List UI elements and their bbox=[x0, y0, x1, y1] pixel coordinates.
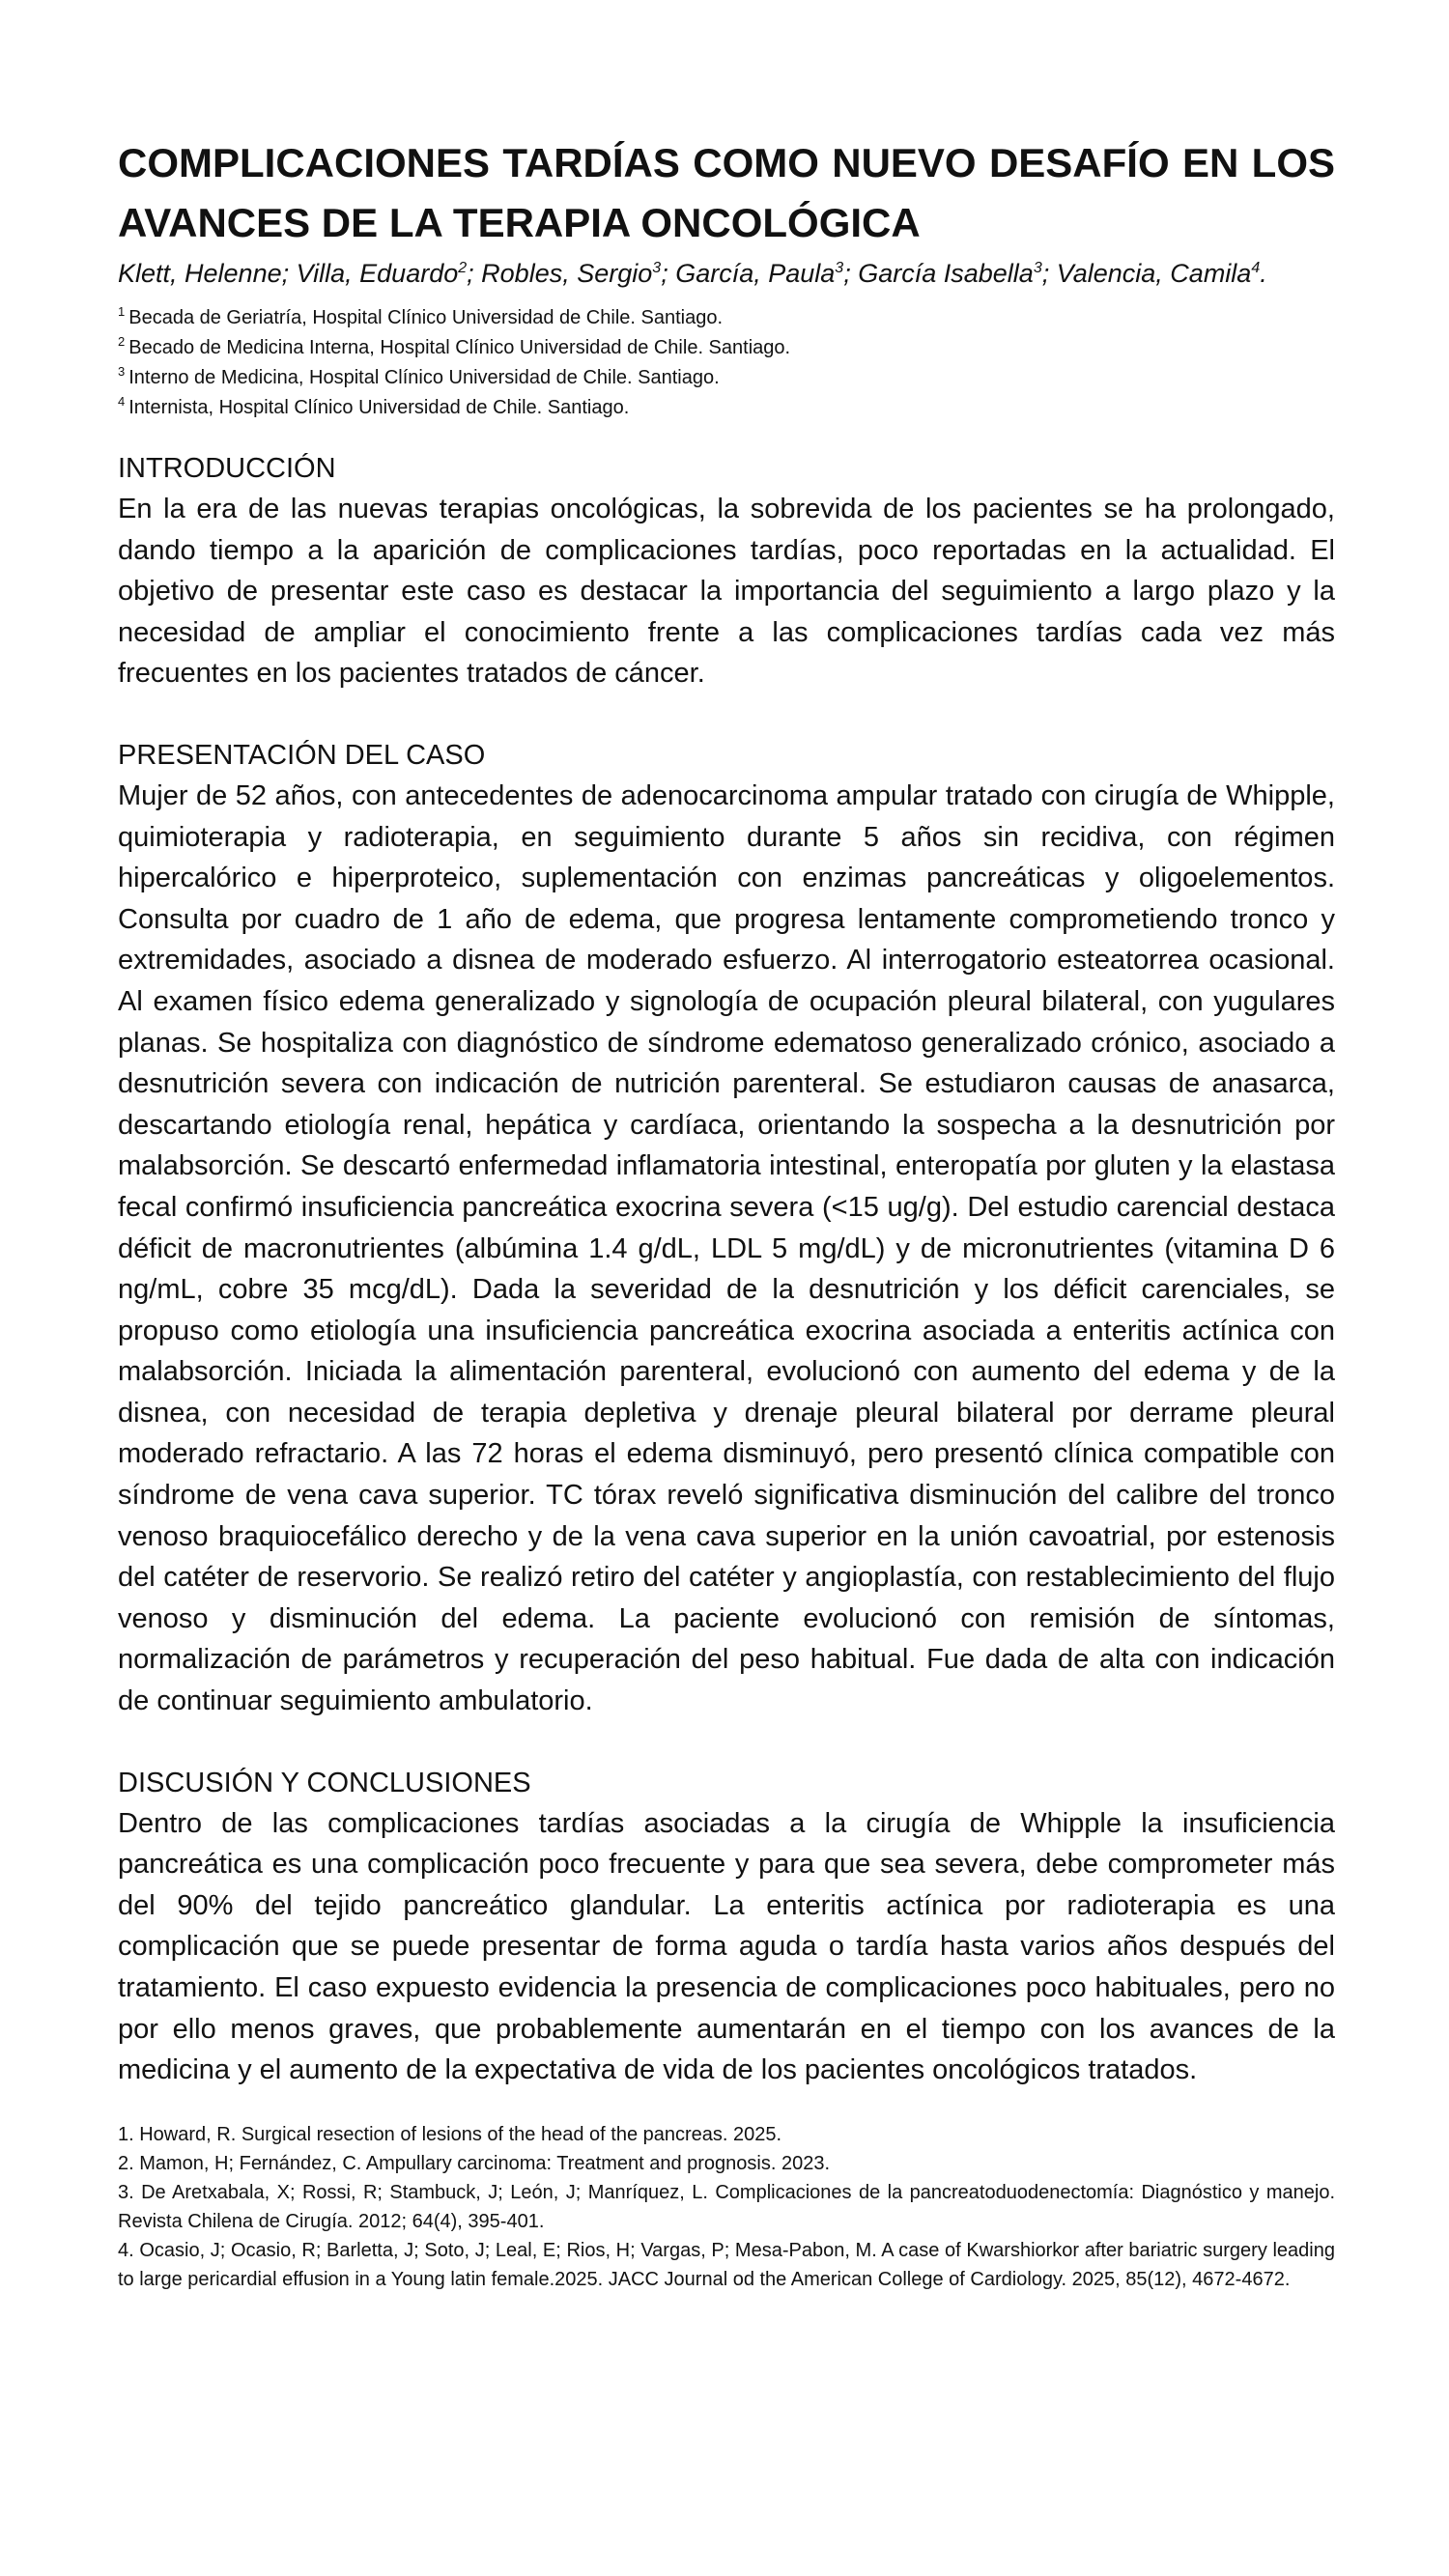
author: Klett, Helenne; bbox=[118, 259, 297, 288]
author-list bbox=[118, 255, 1335, 292]
author: García Isabella$^3$; bbox=[858, 259, 1057, 288]
section-body: Dentro de las complicaciones tardías asociadas a la cirugía de Whipple la insuficiencia pancreática es una complicación poco frecuente y para que sea severa, debe comprometer más del 90% del tejido pancreático glandular. La enteritis actínica por radioterapia es una complicación que se puede presentar de forma aguda o tardía hasta varios años después del tratamiento. El caso expuesto evidencia la presencia de complicaciones poco habituales, pero no por ello menos graves, que probablemente aumentarán en el tiempo con los avances de la medicina y el aumento de la expectativa de vida de los pacientes oncológicos tratados. bbox=[118, 1807, 1335, 2086]
section-body: Mujer de 52 años, con antecedentes de adenocarcinoma ampular tratado con cirugía de Whipple, quimioterapia y radioterapia, en seguimiento durante 5 años sin recidiva, con régimen hipercalórico e hiperproteico, suplementación con enzimas pancreáticas y oligoelementos. Consulta por cuadro de 1 año de edema, que progresa lentamente comprometiendo tronco y extremidades, asociado a disnea de moderado esfuerzo. Al interrogatorio esteatorrea ocasional. Al examen físico edema generalizado y signología de ocupación pleural bilateral, con yugulares planas. Se hospitaliza con diagnóstico de síndrome edematoso generalizado crónico, asociado a desnutrición severa con indicación de nutrición parenteral. Se estudiaron causas de anasarca, descartando etiología renal, hepática y cardíaca, orientando la sospecha a la desnutrición por malabsorción. Se descartó enfermedad inflamatoria intestinal, enteropatía por gluten y la elastasa fecal confirmó insuficiencia pancreática exocrina severa (<15 ug/g). Del estudio carencial destaca déficit de macronutrientes (albúmina 1.4 g/dL, LDL 5 mg/dL) y de micronutrientes (vitamina D 6 ng/mL, cobre 35 mcg/dL). Dada la severidad de la desnutrición y los déficit carenciales, se propuso como etiología una insuficiencia pancreática exocrina asociada a enteritis actínica con malabsorción. Iniciada la alimentación parenteral, evolucionó con aumento del edema y de la disnea, con necesidad de terapia depletiva y drenaje pleural bilateral por derrame pleural moderado refractario. A las 72 horas el edema disminuyó, pero presentó clínica compatible con síndrome de vena cava superior. TC tórax reveló significativa disminución del calibre del tronco venoso braquiocefálico derecho y de la vena cava superior en la unión cavoatrial, por estenosis del catéter de reservorio. Se realizó retiro del catéter y angioplastía, con restablecimiento del flujo venoso y disminución del edema. La paciente evolucionó con remisión de síntomas, normalización de parámetros y recuperación del peso habitual. Fue dada de alta con indicación de continuar seguimiento ambulatorio. bbox=[118, 779, 1335, 1717]
affiliation: $^1$ Becada de Geriatría, Hospital Clínico Universidad de Chile. Santiago. bbox=[118, 304, 724, 328]
affiliation: $^4$ Internista, Hospital Clínico Universidad de Chile. Santiago. bbox=[118, 394, 630, 418]
author: Robles, Sergio$^3$; bbox=[481, 259, 676, 288]
section-heading: DISCUSIÓN Y CONCLUSIONES bbox=[118, 1767, 531, 1798]
section-case-presentation bbox=[118, 735, 1335, 1722]
affiliation: $^2$ Becado de Medicina Interna, Hospital Clínico Universidad de Chile. Santiago. bbox=[118, 334, 791, 358]
section-body: En la era de las nuevas terapias oncológicas, la sobrevida de los pacientes se ha prolongado, dando tiempo a la aparición de complicaciones tardías, poco reportadas en la actualidad. El objetivo de presentar este caso es destacar la importancia del seguimiento a largo plazo y la necesidad de ampliar el conocimiento frente a las complicaciones tardías cada vez más frecuentes en los pacientes tratados de cáncer. bbox=[118, 494, 1335, 690]
author: García, Paula$^3$; bbox=[675, 259, 859, 288]
reference-item: 4. Ocasio, J; Ocasio, R; Barletta, J; Soto, J; Leal, E; Rios, H; Vargas, P; Mesa-Pabon, M. A case of Kwarshiorkor after bariatric surgery leading to large pericardial effusion in a Young latin female.2025. JACC Journal od the American College of Cardiology. 2025, 85(12), 4672-4672. bbox=[118, 2239, 1335, 2290]
author: Villa, Eduardo$^2$; bbox=[296, 259, 482, 288]
reference-item: 2. Mamon, H; Fernández, C. Ampullary carcinoma: Treatment and prognosis. 2023. bbox=[118, 2152, 831, 2174]
paper-page bbox=[118, 133, 1335, 2294]
section-introduction bbox=[118, 448, 1335, 694]
reference-item: 3. De Aretxabala, X; Rossi, R; Stambuck, J; León, J; Manríquez, L. Complicaciones de la pancreatoduodenectomía: Diagnóstico y manejo. Revista Chilena de Cirugía. 2012; 64(4), 395-401. bbox=[118, 2181, 1335, 2232]
section-discussion bbox=[118, 1763, 1335, 2091]
reference-item: 1. Howard, R. Surgical resection of lesions of the head of the pancreas. 2025. bbox=[118, 2123, 782, 2145]
section-heading: INTRODUCCIÓN bbox=[118, 453, 336, 484]
affiliation-list bbox=[118, 303, 1335, 423]
author: Valencia, Camila$^4$. bbox=[1056, 259, 1267, 288]
paper-title: COMPLICACIONES TARDÍAS COMO NUEVO DESAFÍO EN LOS AVANCES DE LA TERAPIA ONCOLÓGICA bbox=[118, 140, 1335, 245]
affiliation: $^3$ Interno de Medicina, Hospital Clínico Universidad de Chile. Santiago. bbox=[118, 364, 720, 388]
section-heading: PRESENTACIÓN DEL CASO bbox=[118, 739, 486, 771]
reference-list bbox=[118, 2120, 1335, 2294]
